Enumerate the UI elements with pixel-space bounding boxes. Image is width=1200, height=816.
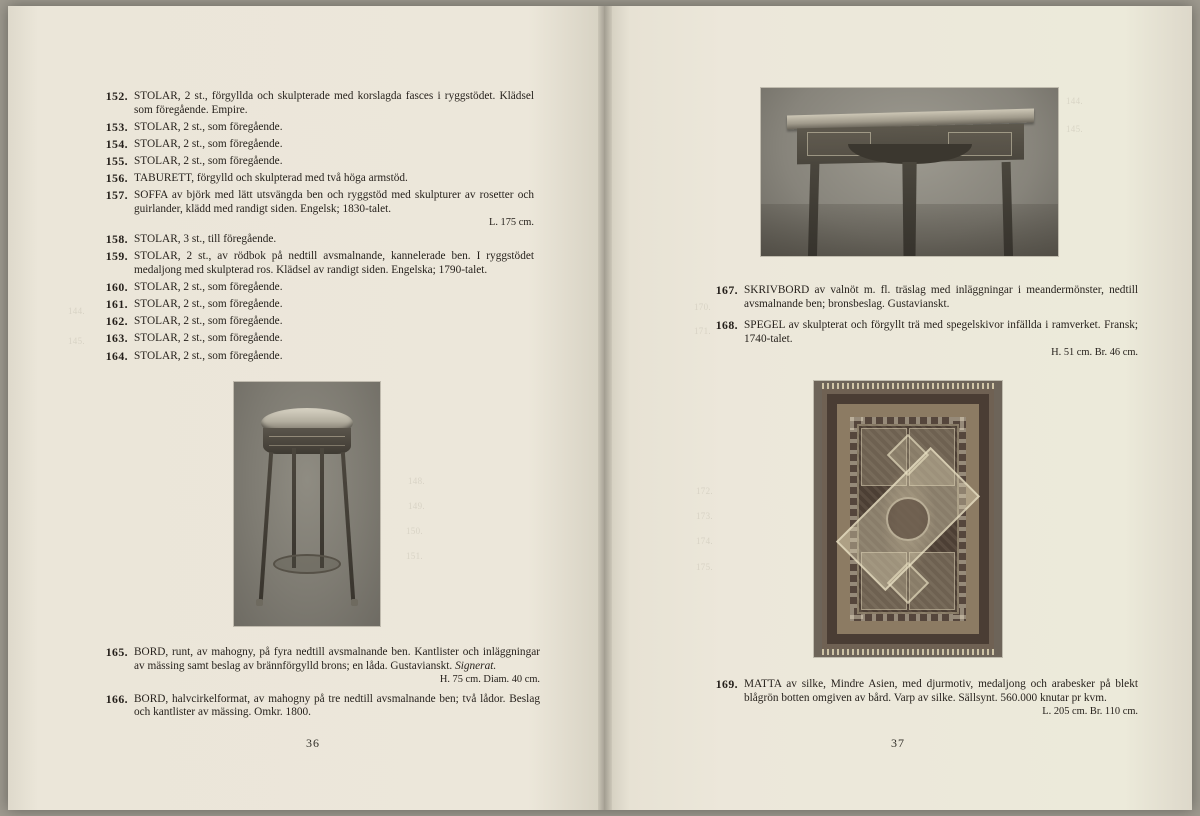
entry-number: 157. (105, 188, 128, 203)
bleedthrough-text: 175. (696, 562, 713, 572)
catalogue-entry (704, 284, 1138, 311)
entry-number: 156. (105, 170, 128, 185)
entry-text: STOLAR, 2 st., som föregående. (134, 298, 283, 311)
entry-number: 167. (715, 283, 738, 297)
round-mahogany-table-photo (234, 382, 380, 626)
entry-text: STOLAR, 2 st., som föregående. (134, 154, 283, 167)
catalogue-entry (704, 319, 1138, 360)
table-apron (263, 428, 351, 454)
table-leg (341, 452, 355, 600)
right-entry-list-bottom (704, 678, 1138, 722)
left-page (8, 6, 604, 810)
folio-right: 37 (891, 736, 905, 750)
table-shelf (273, 554, 341, 574)
entry-text: STOLAR, 2 st., av rödbok på nedtill avsmalnande, kannelerade ben. I ryggstödet medaljong med skulpterad ros. Klädsel av randigt siden. Engelska; 1790-talet. (134, 250, 534, 277)
entry-number: 153. (105, 119, 128, 134)
entry-number: 159. (105, 249, 128, 264)
entry-number: 158. (105, 232, 128, 247)
left-plate-captions (94, 646, 540, 723)
entry-text: STOLAR, 2 st., förgyllda och skulpterade med korslagda fasces i ryggstödet. Klädsel som föregående. Empire. (134, 90, 534, 116)
catalogue-entry (94, 350, 534, 364)
entry-text-body: BORD, runt, av mahogny, på fyra nedtill avsmalnande ben. Kantlister och inläggningar av mässing samt beslag av brännförgylld brons; en låda. Gustavianskt. (134, 646, 540, 672)
entry-number: 154. (105, 136, 128, 151)
book-spread (8, 6, 1192, 810)
catalogue-entry (94, 693, 540, 720)
catalogue-entry (94, 172, 534, 186)
table-leg (259, 452, 273, 600)
table-foot (256, 599, 263, 606)
entry-dimensions: L. 175 cm. (488, 217, 534, 229)
bleedthrough-text: 174. (696, 536, 713, 546)
entry-text: STOLAR, 2 st., som föregående. (134, 120, 283, 133)
entry-dimensions: H. 51 cm. Br. 46 cm. (1051, 347, 1138, 359)
entry-number: 163. (105, 331, 128, 346)
bleedthrough-text: 148. (408, 476, 425, 486)
catalogue-entry (94, 189, 534, 230)
right-page (604, 6, 1192, 810)
entry-number: 164. (105, 348, 128, 363)
catalogue-entry (94, 646, 540, 687)
bleedthrough-text: 150. (406, 526, 423, 536)
entry-number: 168. (715, 318, 738, 333)
catalogue-entry (704, 678, 1138, 719)
carpet-outer-guard (822, 389, 994, 649)
entry-text: STOLAR, 2 st., som föregående. (134, 349, 283, 362)
catalogue-entry (94, 121, 534, 135)
entry-number: 165. (105, 645, 128, 659)
desk-leg (902, 162, 912, 256)
catalogue-entry (94, 233, 534, 247)
entry-text: STOLAR, 2 st., som föregående. (134, 137, 283, 150)
walnut-writing-desk-photo (761, 88, 1058, 256)
catalogue-entry (94, 281, 534, 295)
bleedthrough-text: 149. (408, 501, 425, 511)
folio-left: 36 (306, 736, 320, 750)
entry-number: 155. (105, 153, 128, 168)
carpet-field (857, 424, 959, 614)
bleedthrough-text: 145. (68, 336, 85, 346)
silk-carpet-photo (814, 381, 1002, 657)
bleedthrough-text: 173. (696, 511, 713, 521)
catalogue-entry (94, 90, 534, 117)
catalogue-entry (94, 250, 534, 277)
entry-signature-note: Signerat. (455, 659, 497, 672)
entry-text: BORD, halvcirkelformat, av mahogny på tre nedtill avsmalnande ben; två lådor. Beslag och kantlister av mässing. Omkr. 1800. (134, 692, 540, 719)
bleedthrough-text: 172. (696, 486, 713, 496)
entry-number: 152. (105, 89, 128, 103)
entry-text: MATTA av silke, Mindre Asien, med djurmotiv, medaljong och arabesker på blekt blågrön botten omgiven av bård. Varp av silke. Sällsynt. 560.000 knutar pr kvm. (744, 678, 1138, 704)
entry-number: 166. (105, 691, 128, 706)
entry-text: TABURETT, förgylld och skulpterad med två höga armstöd. (134, 171, 408, 184)
entry-number: 169. (715, 677, 738, 691)
entry-text: SPEGEL av skulpterat och förgyllt trä med spegelskivor infällda i ramverket. Fransk; 1740-talet. (744, 319, 1138, 345)
entry-text: STOLAR, 2 st., som föregående. (134, 315, 283, 328)
entry-text (134, 646, 540, 673)
catalogue-entry (94, 332, 534, 346)
entry-text: STOLAR, 2 st., som föregående. (134, 332, 283, 345)
right-entry-list-top (704, 284, 1138, 363)
catalogue-entry (94, 138, 534, 152)
table-foot (351, 599, 358, 606)
entry-text: STOLAR, 3 st., till föregående. (134, 233, 277, 246)
catalogue-entry (94, 155, 534, 169)
bleedthrough-text: 144. (68, 306, 85, 316)
bleedthrough-text: 170. (694, 302, 711, 312)
entry-number: 161. (105, 297, 128, 312)
bleedthrough-text: 171. (694, 326, 711, 336)
entry-number: 160. (105, 280, 128, 295)
table-leg (320, 448, 324, 568)
catalogue-entry (94, 315, 534, 329)
entry-text: SOFFA av björk med lätt utsvängda ben och ryggstöd med skulpturer av rosetter och guirlander, klädd med randigt siden. Engelsk; 1830-talet. (134, 189, 534, 215)
left-entry-list (94, 90, 534, 367)
entry-dimensions: H. 75 cm. Diam. 40 cm. (439, 674, 540, 686)
bleedthrough-text: 145. (1066, 124, 1083, 134)
entry-text: STOLAR, 2 st., som föregående. (134, 281, 283, 294)
table-leg (292, 448, 296, 568)
bleedthrough-text: 144. (1066, 96, 1083, 106)
entry-dimensions: L. 205 cm. Br. 110 cm. (1042, 706, 1138, 718)
catalogue-entry (94, 298, 534, 312)
entry-text: SKRIVBORD av valnöt m. fl. träslag med inläggningar i meandermönster, nedtill avsmalnande ben; bronsbeslag. Gustavianskt. (744, 284, 1138, 310)
entry-number: 162. (105, 314, 128, 329)
bleedthrough-text: 151. (406, 551, 423, 561)
book-gutter (598, 6, 612, 810)
